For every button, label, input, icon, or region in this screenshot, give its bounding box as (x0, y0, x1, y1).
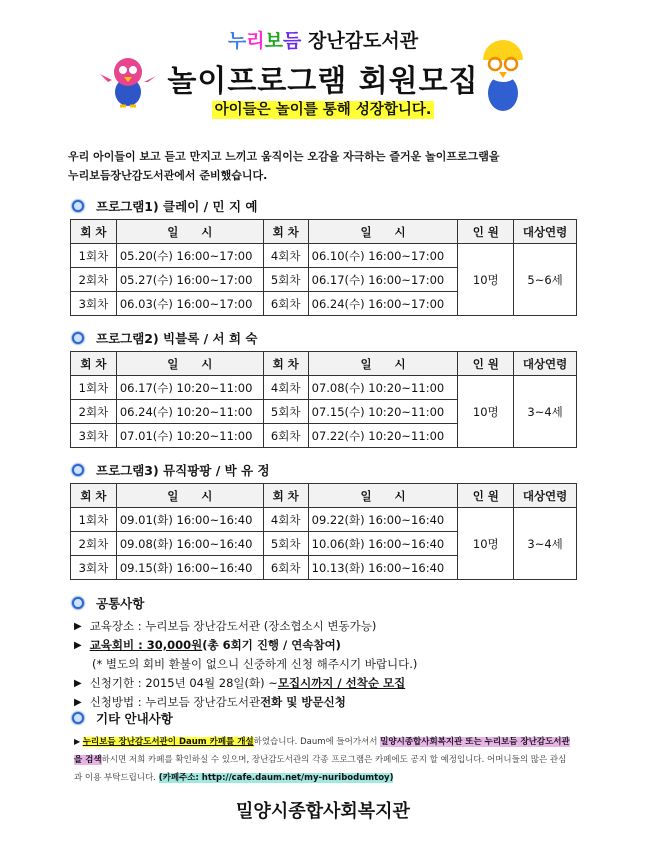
column-header: 인 원 (458, 352, 514, 376)
cafe-address-link[interactable]: (카페주소: http://cafe.daum.net/my-nuribodumtoy) (158, 773, 394, 783)
session-cell: 4회차 (263, 508, 308, 532)
program-heading (72, 197, 258, 215)
session-cell: 6회차 (263, 424, 308, 448)
session-cell: 4회차 (263, 376, 308, 400)
datetime-cell: 06.17(수) 10:20~11:00 (116, 376, 263, 400)
datetime-cell: 09.22(화) 16:00~16:40 (308, 508, 458, 532)
session-cell: 6회차 (263, 556, 308, 580)
triangle-bullet-icon: ▶ (74, 697, 82, 708)
datetime-cell: 10.06(화) 16:00~16:40 (308, 532, 458, 556)
datetime-cell: 07.08(수) 10:20~11:00 (308, 376, 458, 400)
org-name-letter: 리 (246, 30, 265, 52)
column-header: 회 차 (263, 484, 308, 508)
age-cell: 3~4세 (514, 376, 577, 448)
datetime-cell: 06.03(수) 16:00~17:00 (116, 292, 263, 316)
column-header: 회 차 (71, 352, 117, 376)
column-header: 일 시 (308, 220, 458, 244)
table-header-row (71, 352, 577, 376)
datetime-cell: 06.17(수) 16:00~17:00 (308, 268, 458, 292)
intro-line: 누리보듬장난감도서관에서 준비했습니다. (68, 169, 268, 182)
column-header: 회 차 (71, 220, 117, 244)
session-cell: 4회차 (263, 244, 308, 268)
datetime-cell: 05.27(수) 16:00~17:00 (116, 268, 263, 292)
column-header: 일 시 (308, 484, 458, 508)
footer-organization: 밀양시종합사회복지관 (236, 801, 410, 822)
etc-section-heading: 기타 안내사항 (72, 709, 173, 727)
session-cell: 1회차 (71, 244, 117, 268)
column-header: 대상연령 (514, 484, 577, 508)
datetime-cell: 10.13(화) 16:00~16:40 (308, 556, 458, 580)
column-header: 인 원 (458, 484, 514, 508)
triangle-bullet-icon: ▶ (74, 621, 82, 632)
session-cell: 5회차 (263, 268, 308, 292)
triangle-bullet-icon: ▶ (74, 678, 82, 689)
program-schedule-table (70, 351, 577, 448)
column-header: 일 시 (116, 484, 263, 508)
session-cell: 2회차 (71, 268, 117, 292)
datetime-cell: 09.15(화) 16:00~16:40 (116, 556, 263, 580)
column-header: 인 원 (458, 220, 514, 244)
table-row (71, 508, 577, 532)
bullet-circle-icon (72, 712, 84, 724)
column-header: 대상연령 (514, 352, 577, 376)
datetime-cell: 05.20(수) 16:00~17:00 (116, 244, 263, 268)
datetime-cell: 09.08(화) 16:00~16:40 (116, 532, 263, 556)
session-cell: 3회차 (71, 556, 117, 580)
table-row (71, 376, 577, 400)
capacity-cell: 10명 (458, 244, 514, 316)
subtitle: 아이들은 놀이를 통해 성장합니다. (0, 98, 646, 119)
program-heading (72, 461, 270, 479)
table-header-row (71, 220, 577, 244)
session-cell: 5회차 (263, 400, 308, 424)
table-header-row (71, 484, 577, 508)
session-cell: 5회차 (263, 532, 308, 556)
org-name-letter: 듬 (282, 30, 302, 52)
datetime-cell: 07.15(수) 10:20~11:00 (308, 400, 458, 424)
session-cell: 1회차 (71, 376, 117, 400)
bullet-circle-icon (72, 332, 84, 344)
column-header: 회 차 (263, 220, 308, 244)
session-cell: 3회차 (71, 292, 117, 316)
column-header: 대상연령 (514, 220, 577, 244)
program-title: 프로그램2) 빅블록 / 서 희 숙 (96, 331, 258, 346)
table-row (71, 244, 577, 268)
datetime-cell: 07.22(수) 10:20~11:00 (308, 424, 458, 448)
org-name-letter: 누 (227, 30, 247, 52)
program-title: 프로그램1) 클레이 / 민 지 예 (96, 199, 258, 214)
triangle-bullet-icon: ▶ (74, 640, 82, 651)
datetime-cell: 09.01(화) 16:00~16:40 (116, 508, 263, 532)
intro-line: 우리 아이들이 보고 듣고 만지고 느끼고 움직이는 오감을 자극하는 즐거운 놀이프로그램을 (68, 150, 500, 163)
program-schedule-table (70, 219, 577, 316)
bullet-circle-icon (72, 200, 84, 212)
column-header: 회 차 (71, 484, 117, 508)
age-cell: 3~4세 (514, 508, 577, 580)
column-header: 일 시 (116, 220, 263, 244)
page-title: 놀이프로그램 회원모집 (167, 64, 479, 99)
intro-text (68, 147, 499, 185)
session-cell: 6회차 (263, 292, 308, 316)
organization-name: 누리보듬 장난감도서관 (227, 30, 419, 52)
column-header: 일 시 (308, 352, 458, 376)
bullet-circle-icon (72, 464, 84, 476)
program-schedule-table (70, 483, 577, 580)
column-header: 회 차 (263, 352, 308, 376)
session-cell: 1회차 (71, 508, 117, 532)
common-section-heading: 공통사항 (72, 594, 144, 612)
common-notes: ▶ 교육장소 : 누리보듬 장난감도서관 (장소협소시 변동가능) ▶ 교육회비 : 30,000원 (총 6회기 진행 / 연속참여) (* 별도의 회비 환불이 없으니 신중하게 신청 해주시기 바랍니다.) ▶ 신청기한 : 2015년 04월 28일(화) ~ 모집시까지 / 선착순 모집 ▶ 신청방법 : 누리보듬 장난감도서관 전화 및 방문신청 (74, 617, 417, 712)
session-cell: 3회차 (71, 424, 117, 448)
datetime-cell: 06.10(수) 16:00~17:00 (308, 244, 458, 268)
datetime-cell: 07.01(수) 10:20~11:00 (116, 424, 263, 448)
session-cell: 2회차 (71, 400, 117, 424)
session-cell: 2회차 (71, 532, 117, 556)
datetime-cell: 06.24(수) 10:20~11:00 (116, 400, 263, 424)
program-heading (72, 329, 258, 347)
column-header: 일 시 (116, 352, 263, 376)
org-name-letter: 보 (264, 30, 283, 52)
program-title: 프로그램3) 뮤직팡팡 / 박 유 정 (96, 463, 270, 478)
datetime-cell: 06.24(수) 16:00~17:00 (308, 292, 458, 316)
capacity-cell: 10명 (458, 376, 514, 448)
age-cell: 5~6세 (514, 244, 577, 316)
etc-notes: ▶ 누리보듬 장난감도서관이 Daum 카페를 개설하였습니다. Daum에 들어가셔서 밀양시종합사회복지관 또는 누리보듬 장난감도서관을 검색하시면 저희 카페를 확인하실 수 있으며, 장난감도서관의 각종 프로그램은 카페에도 공지 할 예정입니다. 어머니들의 많은 관심과 이용 부탁드립니다. (카페주소: http://cafe.daum.net/my-nuribodumtoy) (74, 737, 570, 783)
capacity-cell: 10명 (458, 508, 514, 580)
bullet-circle-icon (72, 597, 84, 609)
